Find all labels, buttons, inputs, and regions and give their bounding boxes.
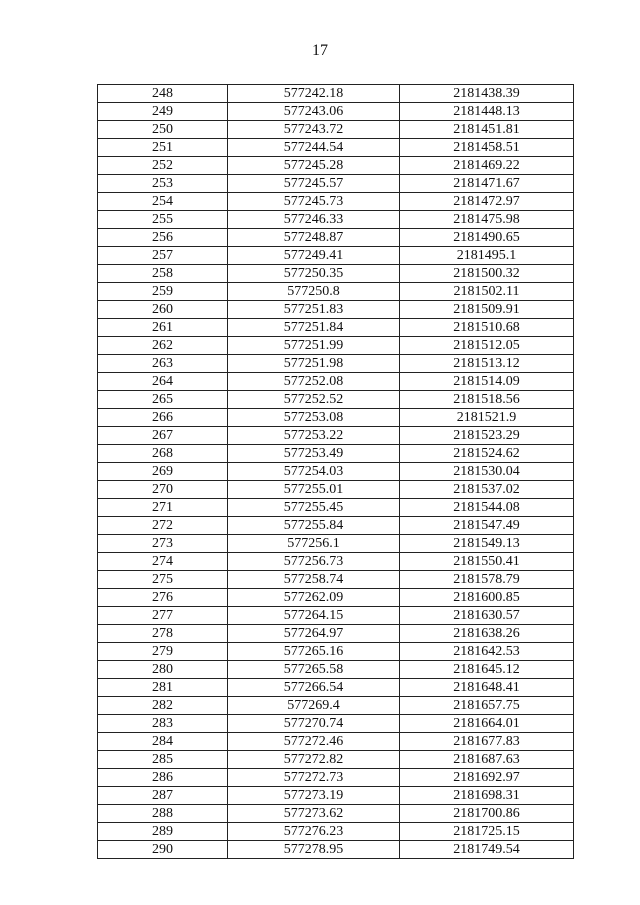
point-number-cell: 262 — [98, 337, 228, 355]
point-number-cell: 249 — [98, 103, 228, 121]
table-row — [98, 625, 574, 643]
y-coordinate-cell: 2181475.98 — [400, 211, 574, 229]
table-row — [98, 751, 574, 769]
table-row — [98, 463, 574, 481]
point-number-cell: 252 — [98, 157, 228, 175]
y-coordinate-cell: 2181687.63 — [400, 751, 574, 769]
x-coordinate-cell: 577262.09 — [228, 589, 400, 607]
y-coordinate-cell: 2181521.9 — [400, 409, 574, 427]
y-coordinate-cell: 2181469.22 — [400, 157, 574, 175]
y-coordinate-cell: 2181495.1 — [400, 247, 574, 265]
x-coordinate-cell: 577272.73 — [228, 769, 400, 787]
y-coordinate-cell: 2181664.01 — [400, 715, 574, 733]
y-coordinate-cell: 2181657.75 — [400, 697, 574, 715]
x-coordinate-cell: 577272.82 — [228, 751, 400, 769]
table-row — [98, 103, 574, 121]
point-number-cell: 266 — [98, 409, 228, 427]
y-coordinate-cell: 2181530.04 — [400, 463, 574, 481]
point-number-cell: 264 — [98, 373, 228, 391]
x-coordinate-cell: 577264.15 — [228, 607, 400, 625]
table-row — [98, 337, 574, 355]
table-row — [98, 445, 574, 463]
point-number-cell: 248 — [98, 85, 228, 103]
coordinates-table — [97, 84, 574, 859]
point-number-cell: 267 — [98, 427, 228, 445]
y-coordinate-cell: 2181471.67 — [400, 175, 574, 193]
point-number-cell: 259 — [98, 283, 228, 301]
y-coordinate-cell: 2181600.85 — [400, 589, 574, 607]
x-coordinate-cell: 577245.28 — [228, 157, 400, 175]
table-row — [98, 679, 574, 697]
table-row — [98, 229, 574, 247]
table-row — [98, 787, 574, 805]
point-number-cell: 253 — [98, 175, 228, 193]
x-coordinate-cell: 577243.72 — [228, 121, 400, 139]
y-coordinate-cell: 2181472.97 — [400, 193, 574, 211]
point-number-cell: 265 — [98, 391, 228, 409]
table-row — [98, 139, 574, 157]
y-coordinate-cell: 2181490.65 — [400, 229, 574, 247]
point-number-cell: 285 — [98, 751, 228, 769]
x-coordinate-cell: 577269.4 — [228, 697, 400, 715]
y-coordinate-cell: 2181544.08 — [400, 499, 574, 517]
y-coordinate-cell: 2181648.41 — [400, 679, 574, 697]
x-coordinate-cell: 577253.22 — [228, 427, 400, 445]
x-coordinate-cell: 577256.1 — [228, 535, 400, 553]
x-coordinate-cell: 577251.98 — [228, 355, 400, 373]
y-coordinate-cell: 2181537.02 — [400, 481, 574, 499]
point-number-cell: 251 — [98, 139, 228, 157]
table-row — [98, 319, 574, 337]
x-coordinate-cell: 577251.84 — [228, 319, 400, 337]
y-coordinate-cell: 2181502.11 — [400, 283, 574, 301]
x-coordinate-cell: 577245.73 — [228, 193, 400, 211]
point-number-cell: 282 — [98, 697, 228, 715]
table-row — [98, 535, 574, 553]
table-row — [98, 373, 574, 391]
y-coordinate-cell: 2181645.12 — [400, 661, 574, 679]
table-row — [98, 697, 574, 715]
table-row — [98, 121, 574, 139]
x-coordinate-cell: 577255.45 — [228, 499, 400, 517]
point-number-cell: 255 — [98, 211, 228, 229]
point-number-cell: 272 — [98, 517, 228, 535]
table-row — [98, 85, 574, 103]
table-row — [98, 841, 574, 859]
x-coordinate-cell: 577252.52 — [228, 391, 400, 409]
x-coordinate-cell: 577265.16 — [228, 643, 400, 661]
point-number-cell: 281 — [98, 679, 228, 697]
point-number-cell: 256 — [98, 229, 228, 247]
y-coordinate-cell: 2181448.13 — [400, 103, 574, 121]
x-coordinate-cell: 577250.35 — [228, 265, 400, 283]
x-coordinate-cell: 577272.46 — [228, 733, 400, 751]
point-number-cell: 284 — [98, 733, 228, 751]
y-coordinate-cell: 2181500.32 — [400, 265, 574, 283]
y-coordinate-cell: 2181698.31 — [400, 787, 574, 805]
x-coordinate-cell: 577250.8 — [228, 283, 400, 301]
x-coordinate-cell: 577276.23 — [228, 823, 400, 841]
x-coordinate-cell: 577270.74 — [228, 715, 400, 733]
table-row — [98, 517, 574, 535]
x-coordinate-cell: 577258.74 — [228, 571, 400, 589]
x-coordinate-cell: 577248.87 — [228, 229, 400, 247]
point-number-cell: 290 — [98, 841, 228, 859]
point-number-cell: 254 — [98, 193, 228, 211]
point-number-cell: 258 — [98, 265, 228, 283]
table-row — [98, 301, 574, 319]
point-number-cell: 287 — [98, 787, 228, 805]
x-coordinate-cell: 577255.01 — [228, 481, 400, 499]
x-coordinate-cell: 577253.08 — [228, 409, 400, 427]
y-coordinate-cell: 2181630.57 — [400, 607, 574, 625]
x-coordinate-cell: 577246.33 — [228, 211, 400, 229]
point-number-cell: 276 — [98, 589, 228, 607]
x-coordinate-cell: 577251.99 — [228, 337, 400, 355]
point-number-cell: 257 — [98, 247, 228, 265]
x-coordinate-cell: 577278.95 — [228, 841, 400, 859]
point-number-cell: 268 — [98, 445, 228, 463]
y-coordinate-cell: 2181547.49 — [400, 517, 574, 535]
table-row — [98, 553, 574, 571]
table-row — [98, 499, 574, 517]
y-coordinate-cell: 2181642.53 — [400, 643, 574, 661]
y-coordinate-cell: 2181513.12 — [400, 355, 574, 373]
point-number-cell: 288 — [98, 805, 228, 823]
y-coordinate-cell: 2181509.91 — [400, 301, 574, 319]
table-row — [98, 715, 574, 733]
table-row — [98, 589, 574, 607]
table-row — [98, 283, 574, 301]
y-coordinate-cell: 2181510.68 — [400, 319, 574, 337]
x-coordinate-cell: 577243.06 — [228, 103, 400, 121]
x-coordinate-cell: 577265.58 — [228, 661, 400, 679]
point-number-cell: 250 — [98, 121, 228, 139]
table-row — [98, 823, 574, 841]
table-row — [98, 211, 574, 229]
point-number-cell: 278 — [98, 625, 228, 643]
x-coordinate-cell: 577251.83 — [228, 301, 400, 319]
point-number-cell: 289 — [98, 823, 228, 841]
x-coordinate-cell: 577266.54 — [228, 679, 400, 697]
y-coordinate-cell: 2181524.62 — [400, 445, 574, 463]
table-row — [98, 265, 574, 283]
point-number-cell: 275 — [98, 571, 228, 589]
x-coordinate-cell: 577253.49 — [228, 445, 400, 463]
table-row — [98, 571, 574, 589]
table-row — [98, 805, 574, 823]
table-row — [98, 157, 574, 175]
y-coordinate-cell: 2181512.05 — [400, 337, 574, 355]
point-number-cell: 277 — [98, 607, 228, 625]
table-row — [98, 607, 574, 625]
point-number-cell: 261 — [98, 319, 228, 337]
y-coordinate-cell: 2181677.83 — [400, 733, 574, 751]
x-coordinate-cell: 577245.57 — [228, 175, 400, 193]
y-coordinate-cell: 2181514.09 — [400, 373, 574, 391]
x-coordinate-cell: 577273.19 — [228, 787, 400, 805]
y-coordinate-cell: 2181700.86 — [400, 805, 574, 823]
page-number: 17 — [312, 42, 328, 59]
point-number-cell: 270 — [98, 481, 228, 499]
table-row — [98, 247, 574, 265]
y-coordinate-cell: 2181451.81 — [400, 121, 574, 139]
point-number-cell: 279 — [98, 643, 228, 661]
coordinates-table-body — [98, 85, 574, 859]
point-number-cell: 274 — [98, 553, 228, 571]
point-number-cell: 271 — [98, 499, 228, 517]
table-row — [98, 481, 574, 499]
x-coordinate-cell: 577256.73 — [228, 553, 400, 571]
y-coordinate-cell: 2181550.41 — [400, 553, 574, 571]
table-row — [98, 175, 574, 193]
x-coordinate-cell: 577242.18 — [228, 85, 400, 103]
y-coordinate-cell: 2181518.56 — [400, 391, 574, 409]
y-coordinate-cell: 2181458.51 — [400, 139, 574, 157]
x-coordinate-cell: 577249.41 — [228, 247, 400, 265]
table-row — [98, 193, 574, 211]
point-number-cell: 280 — [98, 661, 228, 679]
point-number-cell: 286 — [98, 769, 228, 787]
y-coordinate-cell: 2181692.97 — [400, 769, 574, 787]
x-coordinate-cell: 577254.03 — [228, 463, 400, 481]
point-number-cell: 283 — [98, 715, 228, 733]
x-coordinate-cell: 577244.54 — [228, 139, 400, 157]
y-coordinate-cell: 2181578.79 — [400, 571, 574, 589]
table-row — [98, 355, 574, 373]
table-row — [98, 409, 574, 427]
table-row — [98, 391, 574, 409]
x-coordinate-cell: 577273.62 — [228, 805, 400, 823]
point-number-cell: 273 — [98, 535, 228, 553]
point-number-cell: 260 — [98, 301, 228, 319]
x-coordinate-cell: 577264.97 — [228, 625, 400, 643]
x-coordinate-cell: 577252.08 — [228, 373, 400, 391]
y-coordinate-cell: 2181749.54 — [400, 841, 574, 859]
y-coordinate-cell: 2181638.26 — [400, 625, 574, 643]
table-row — [98, 661, 574, 679]
y-coordinate-cell: 2181523.29 — [400, 427, 574, 445]
point-number-cell: 269 — [98, 463, 228, 481]
table-row — [98, 427, 574, 445]
y-coordinate-cell: 2181725.15 — [400, 823, 574, 841]
point-number-cell: 263 — [98, 355, 228, 373]
y-coordinate-cell: 2181549.13 — [400, 535, 574, 553]
table-row — [98, 643, 574, 661]
table-row — [98, 769, 574, 787]
x-coordinate-cell: 577255.84 — [228, 517, 400, 535]
y-coordinate-cell: 2181438.39 — [400, 85, 574, 103]
table-row — [98, 733, 574, 751]
